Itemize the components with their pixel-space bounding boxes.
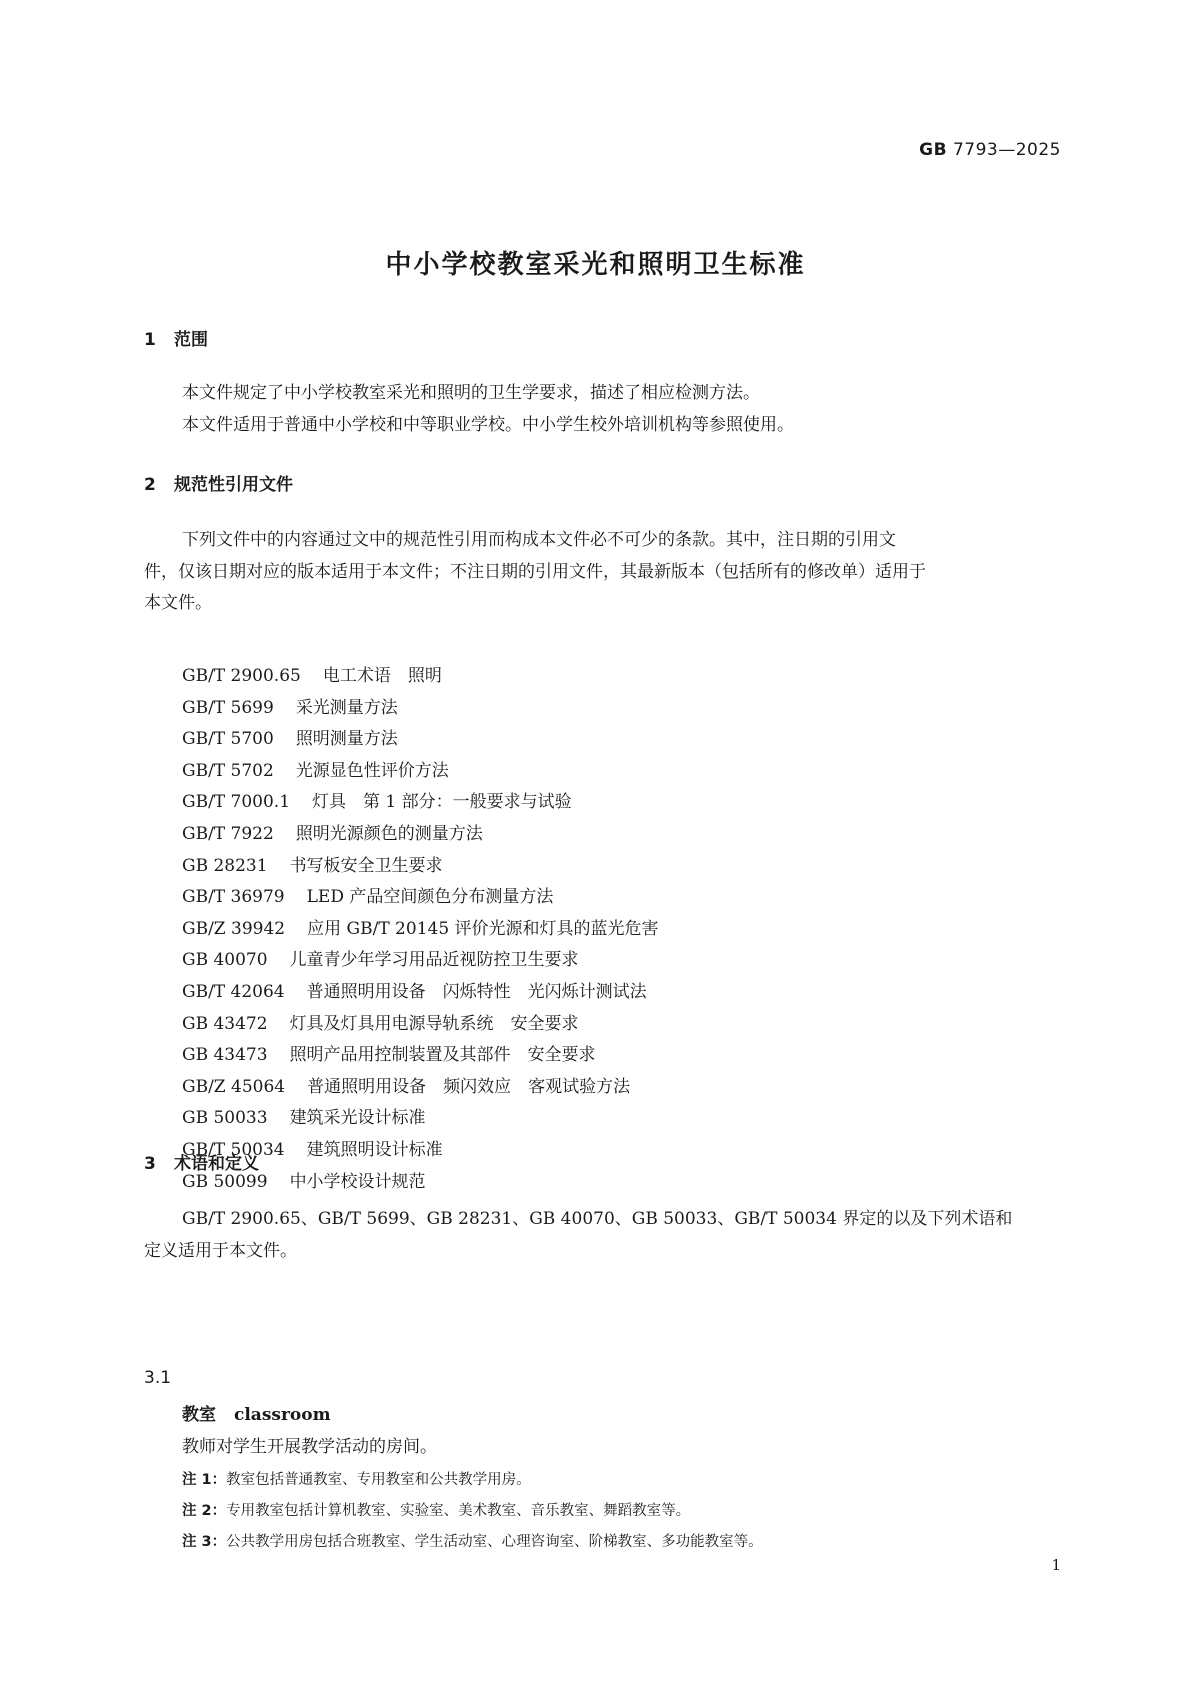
paragraph-line: 本文件。	[144, 593, 212, 613]
note-text: 公共教学用房包括合班教室、学生活动室、心理咨询室、阶梯教室、多功能教室等。	[226, 1534, 763, 1550]
reference-title: 书写板安全卫生要求	[289, 855, 443, 876]
paragraph: 本文件规定了中小学校教室采光和照明的卫生学要求，描述了相应检测方法。	[182, 383, 760, 403]
standard-code	[919, 140, 1061, 160]
reference-item	[182, 945, 659, 977]
reference-list	[182, 661, 659, 1198]
reference-item	[182, 1103, 659, 1135]
reference-code: GB 43472	[182, 1013, 268, 1034]
reference-code: GB/T 2900.65	[182, 666, 301, 686]
section-number: 1	[144, 330, 156, 350]
reference-item	[182, 1009, 659, 1041]
reference-title: 光源显色性评价方法	[295, 760, 449, 781]
reference-title: 普通照明用设备 频闪效应 客观试验方法	[307, 1076, 631, 1097]
reference-title: 建筑采光设计标准	[289, 1108, 426, 1129]
reference-code: GB/T 36979	[182, 887, 285, 908]
document-title: 中小学校教室采光和照明卫生标准	[385, 250, 806, 280]
reference-item	[182, 787, 659, 819]
paragraph-line: GB/T 2900.65、GB/T 5699、GB 28231、GB 40070、GB 50033、GB/T 50034 界定的以及下列术语和	[182, 1209, 1013, 1229]
reference-title: 普通照明用设备 闪烁特性 光闪烁计测试法	[306, 981, 647, 1002]
reference-code: GB 40070	[182, 950, 268, 971]
reference-title: LED 产品空间颜色分布测量方法	[306, 887, 554, 908]
reference-title: 灯具 第 1 部分：一般要求与试验	[312, 792, 572, 813]
reference-title: 采光测量方法	[295, 697, 398, 718]
note-tag: 注 2：	[182, 1503, 227, 1519]
reference-item	[182, 851, 659, 883]
reference-title: 照明测量方法	[295, 729, 398, 750]
reference-title: 灯具及灯具用电源导轨系统 安全要求	[289, 1013, 579, 1034]
term-number: 3.1	[144, 1368, 172, 1388]
reference-code: GB/T 7000.1	[182, 792, 291, 813]
paragraph-line: 件，仅该日期对应的版本适用于本文件；不注日期的引用文件，其最新版本（包括所有的修改单）适用于	[144, 561, 926, 582]
reference-code: GB/T 5699	[182, 697, 274, 718]
reference-item	[182, 882, 659, 914]
reference-code: GB/Z 45064	[182, 1076, 286, 1097]
reference-title: 电工术语 照明	[322, 666, 442, 686]
reference-code: GB/Z 39942	[182, 918, 286, 939]
reference-item	[182, 914, 659, 946]
term-entry	[182, 1400, 331, 1425]
reference-item	[182, 819, 659, 851]
note-3	[182, 1530, 763, 1551]
note-tag: 注 3：	[182, 1534, 227, 1550]
reference-code: GB/T 50034	[182, 1139, 285, 1160]
note-text: 教室包括普通教室、专用教室和公共教学用房。	[226, 1472, 531, 1488]
section-heading-normative-references	[144, 473, 293, 497]
references-intro	[144, 525, 1056, 620]
reference-title: 应用 GB/T 20145 评价光源和灯具的蓝光危害	[307, 918, 659, 939]
reference-item	[182, 724, 659, 756]
paragraph: 本文件适用于普通中小学校和中等职业学校。中小学生校外培训机构等参照使用。	[182, 414, 794, 435]
reference-title: 儿童青少年学习用品近视防控卫生要求	[289, 950, 579, 971]
term-chinese: 教室	[182, 1405, 216, 1425]
section-number: 3	[144, 1154, 156, 1174]
reference-code: GB 50099	[182, 1171, 268, 1192]
reference-item	[182, 661, 659, 693]
note-tag: 注 1：	[182, 1472, 227, 1488]
reference-code: GB/T 5702	[182, 760, 274, 781]
note-2	[182, 1499, 690, 1520]
term-english: classroom	[234, 1405, 331, 1425]
reference-item	[182, 756, 659, 788]
section-title: 范围	[174, 330, 208, 350]
reference-item	[182, 977, 659, 1009]
reference-code: GB/T 7922	[182, 823, 274, 844]
note-1	[182, 1468, 531, 1489]
standard-code-number: 7793—2025	[952, 140, 1061, 160]
reference-code: GB 50033	[182, 1108, 268, 1129]
reference-item	[182, 1072, 659, 1104]
scope-paragraphs	[144, 378, 1056, 441]
reference-title: 中小学校设计规范	[289, 1171, 426, 1192]
section-heading-terms-definitions	[144, 1152, 259, 1176]
section-title: 规范性引用文件	[174, 475, 293, 495]
reference-title: 照明产品用控制装置及其部件 安全要求	[289, 1045, 596, 1066]
page-number: 1	[1051, 1556, 1061, 1574]
section-number: 2	[144, 475, 156, 495]
term-definition: 教师对学生开展教学活动的房间。	[182, 1437, 437, 1457]
paragraph-line: 下列文件中的内容通过文中的规范性引用而构成本文件必不可少的条款。其中，注日期的引用文	[182, 530, 896, 550]
reference-item	[182, 1040, 659, 1072]
section-title: 术语和定义	[174, 1154, 259, 1174]
reference-code: GB/T 5700	[182, 729, 274, 750]
note-text: 专用教室包括计算机教室、实验室、美术教室、音乐教室、舞蹈教室等。	[226, 1503, 691, 1519]
reference-title: 建筑照明设计标准	[306, 1139, 443, 1160]
section-heading-scope	[144, 328, 208, 352]
reference-code: GB 28231	[182, 855, 268, 876]
reference-item	[182, 693, 659, 725]
terms-intro	[144, 1204, 1056, 1267]
reference-title: 照明光源颜色的测量方法	[295, 823, 483, 844]
reference-code: GB 43473	[182, 1045, 268, 1066]
standard-code-prefix: GB	[919, 140, 948, 160]
paragraph-line: 定义适用于本文件。	[144, 1240, 297, 1261]
reference-code: GB/T 42064	[182, 981, 285, 1002]
